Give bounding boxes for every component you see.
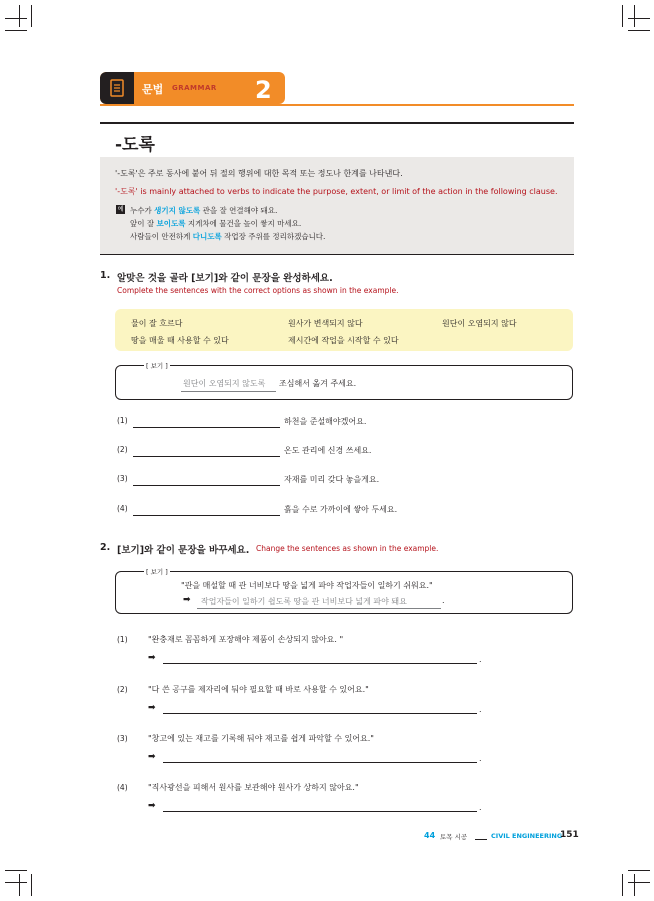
q1-item-text: 흙을 수로 가까이에 쌓아 두세요. <box>284 505 398 514</box>
option-item: 원사가 변색되지 않다 <box>288 319 363 328</box>
q2-example-underline <box>197 608 441 609</box>
option-item: 제시간에 작업을 시작할 수 있다 <box>288 336 399 345</box>
grammar-top-rule <box>100 122 574 124</box>
q1-item-text: 하천을 준설해야겠어요. <box>284 417 367 426</box>
q2-example-quote: "관을 매설할 때 관 너비보다 땅을 넓게 파야 작업자들이 일하기 쉬워요." <box>181 581 433 590</box>
q1-title: 알맞은 것을 골라 [보기]와 같이 문장을 완성하세요. <box>117 273 333 284</box>
q2-item-text: "완충재로 꼼꼼하게 포장해야 제품이 손상되지 않아요. " <box>148 635 344 644</box>
answer-blank[interactable] <box>133 515 280 516</box>
option-item: 원단이 오염되지 않다 <box>442 319 517 328</box>
header-title: 문법 <box>142 83 164 96</box>
example-marker: 예 <box>117 206 124 213</box>
grammar-desc-en: '-도록' is mainly attached to verbs to indicate the purpose, extent, or limit of the action in the following clause. <box>115 187 558 196</box>
grammar-title: -도록 <box>115 135 155 155</box>
crop-mark <box>5 870 27 871</box>
answer-blank[interactable] <box>133 456 280 457</box>
footer-lesson-number: 44 <box>424 831 436 840</box>
crop-mark <box>622 5 623 27</box>
option-item: 땅을 매울 때 사용할 수 있다 <box>131 336 229 345</box>
q2-example-label: [ 보기 ] <box>146 568 168 576</box>
grammar-example: 사람들이 안전하게 다니도록 작업장 주위를 정리하겠습니다. <box>130 232 326 241</box>
q2-example-end: . <box>442 596 445 605</box>
header-title-en: GRAMMAR <box>172 84 217 92</box>
arrow-right-icon: ➡ <box>148 752 156 762</box>
q2-subtitle: Change the sentences as shown in the example. <box>256 544 439 553</box>
q1-item-text: 자재를 미리 갖다 놓을게요. <box>284 475 380 484</box>
header-icon-block <box>100 72 134 104</box>
crop-mark <box>19 874 20 896</box>
q2-item-number: (4) <box>117 783 128 792</box>
footer-topic: 토목 시공 <box>440 833 468 841</box>
crop-mark <box>31 5 32 27</box>
q2-number: 2. <box>100 542 111 553</box>
q2-item-number: (3) <box>117 734 128 743</box>
document-list-icon <box>109 79 125 97</box>
section-header <box>100 72 285 104</box>
q1-item-text: 온도 관리에 신경 쓰세요. <box>284 446 372 455</box>
crop-mark <box>5 882 27 883</box>
q2-item-end: . <box>479 655 482 664</box>
q2-item-end: . <box>479 754 482 763</box>
answer-blank[interactable] <box>163 811 477 812</box>
q2-item-text: "다 쓴 공구를 제자리에 둬야 필요할 때 바로 사용할 수 있어요." <box>148 685 369 694</box>
crop-mark <box>622 874 623 896</box>
arrow-right-icon: ➡ <box>148 801 156 811</box>
answer-blank[interactable] <box>133 427 280 428</box>
q2-title: [보기]와 같이 문장을 바꾸세요. <box>117 545 250 556</box>
crop-mark <box>5 30 27 31</box>
grammar-example: 누수가 생기지 않도록 관을 잘 연결해야 돼요. <box>130 206 278 215</box>
grammar-example: 앞이 잘 보이도록 지게차에 물건을 높이 쌓지 마세요. <box>130 219 302 228</box>
q1-example-tail: 조심해서 옮겨 주세요. <box>279 379 357 388</box>
q2-item-text: "창고에 있는 재고를 기록해 둬야 재고를 쉽게 파악할 수 있어요." <box>148 734 374 743</box>
crop-mark <box>19 5 20 27</box>
q2-item-end: . <box>479 705 482 714</box>
q1-example-answer: 원단이 오염되지 않도록 <box>183 379 266 388</box>
option-item: 물이 잘 흐르다 <box>131 319 183 328</box>
crop-mark <box>628 882 650 883</box>
crop-mark <box>628 870 650 871</box>
crop-mark <box>5 18 27 19</box>
crop-mark <box>31 874 32 896</box>
arrow-right-icon: ➡ <box>148 703 156 713</box>
crop-mark <box>628 18 650 19</box>
crop-mark <box>634 874 635 896</box>
q1-number: 1. <box>100 270 111 281</box>
answer-blank[interactable] <box>163 762 477 763</box>
q1-example-underline <box>181 391 276 392</box>
q2-item-end: . <box>479 803 482 812</box>
q1-item-number: (1) <box>117 416 128 425</box>
q2-example-answer: 작업자들이 일하기 쉽도록 땅을 관 너비보다 넓게 파야 돼요 <box>201 597 407 606</box>
page-number: 151 <box>560 830 579 840</box>
footer-separator <box>475 839 487 840</box>
q2-item-number: (2) <box>117 685 128 694</box>
answer-blank[interactable] <box>163 713 477 714</box>
q1-example-label: [ 보기 ] <box>146 362 168 370</box>
q1-item-number: (3) <box>117 474 128 483</box>
q2-item-number: (1) <box>117 635 128 644</box>
q2-item-text: "직사광선을 피해서 원사를 보관해야 원사가 상하지 않아요." <box>148 783 359 792</box>
footer-field: CIVIL ENGINEERING <box>491 832 563 840</box>
q1-item-number: (2) <box>117 445 128 454</box>
q1-item-number: (4) <box>117 504 128 513</box>
grammar-desc-ko: '-도록'은 주로 동사에 붙어 뒤 절의 행위에 대한 목적 또는 정도나 한계를 나타낸다. <box>115 169 403 178</box>
answer-blank[interactable] <box>163 663 477 664</box>
answer-blank[interactable] <box>133 485 280 486</box>
q1-subtitle: Complete the sentences with the correct options as shown in the example. <box>117 286 399 295</box>
crop-mark <box>628 30 650 31</box>
crop-mark <box>634 5 635 27</box>
arrow-right-icon: ➡ <box>148 653 156 663</box>
header-rule <box>100 104 574 106</box>
arrow-right-icon: ➡ <box>183 595 191 605</box>
header-number: 2 <box>255 76 272 104</box>
